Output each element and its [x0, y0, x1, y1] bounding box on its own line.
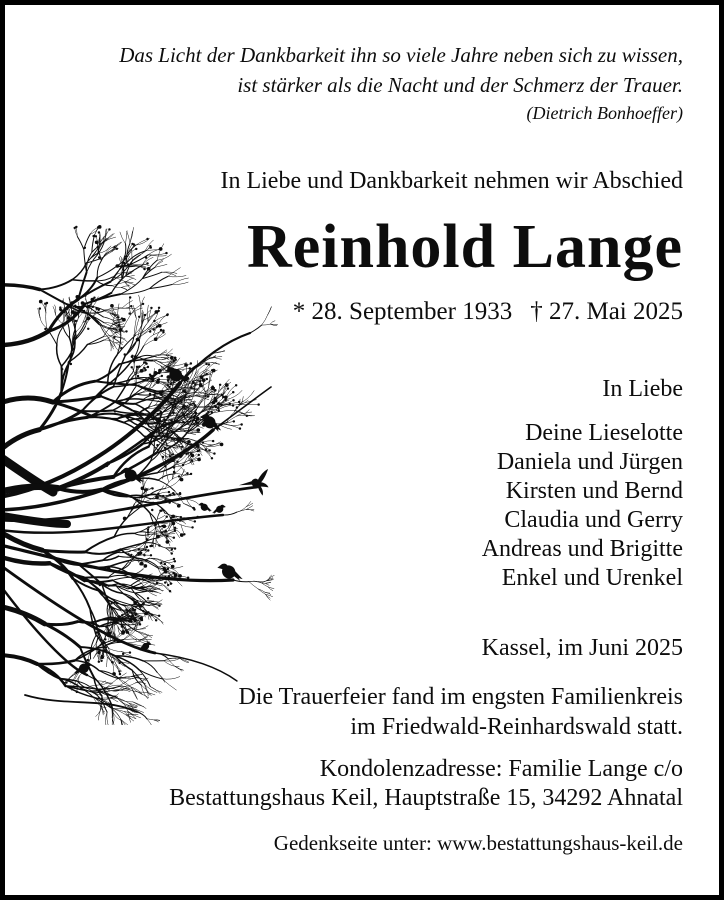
- mourners-list: [482, 419, 683, 593]
- death-date: † 27. Mai 2025: [530, 298, 683, 325]
- mourner-name: Deine Lieselotte: [525, 420, 683, 446]
- condolence-line-2: Bestattungshaus Keil, Hauptstraße 15, 34292 Ahnatal: [169, 785, 683, 811]
- ceremony-line-2: im Friedwald-Reinhardswald statt.: [350, 714, 683, 740]
- announcement-line: In Liebe und Dankbarkeit nehmen wir Abschied: [220, 168, 683, 194]
- mourners-intro: In Liebe: [602, 376, 683, 402]
- deceased-name: Reinhold Lange: [246, 213, 683, 281]
- ceremony-note: [238, 682, 683, 742]
- perched-bird-icon: [212, 505, 226, 514]
- mourner-name: Claudia und Gerry: [504, 507, 683, 533]
- life-dates: [293, 297, 683, 327]
- quote-attribution: (Dietrich Bonhoeffer): [526, 103, 683, 123]
- perched-bird-icon: [198, 503, 212, 512]
- hummingbird-icon: [239, 469, 269, 496]
- condolence-address: [169, 755, 683, 813]
- perched-bird-icon: [217, 564, 242, 581]
- place-date-line: Kassel, im Juni 2025: [481, 635, 683, 661]
- mourner-name: Kirsten und Bernd: [505, 478, 683, 504]
- memorial-site-line: Gedenkseite unter: www.bestattungshaus-keil.de: [273, 831, 683, 855]
- birth-date: * 28. September 1933: [292, 298, 513, 325]
- ceremony-line-1: Die Trauerfeier fand im engsten Familienkreis: [238, 684, 683, 710]
- branches-birds-artwork: [5, 225, 300, 725]
- condolence-line-1: Kondolenzadresse: Familie Lange c/o: [319, 756, 683, 782]
- quote-line-2: ist stärker als die Nacht und der Schmerz der Trauer.: [237, 73, 683, 97]
- mourner-name: Enkel und Urenkel: [501, 565, 683, 591]
- mourner-name: Andreas und Brigitte: [481, 536, 683, 562]
- opening-quote: [119, 40, 683, 126]
- mourner-name: Daniela und Jürgen: [496, 449, 683, 475]
- main-limbs: [5, 333, 271, 712]
- quote-line-1: Das Licht der Dankbarkeit ihn so viele Jahre neben sich zu wissen,: [119, 43, 683, 67]
